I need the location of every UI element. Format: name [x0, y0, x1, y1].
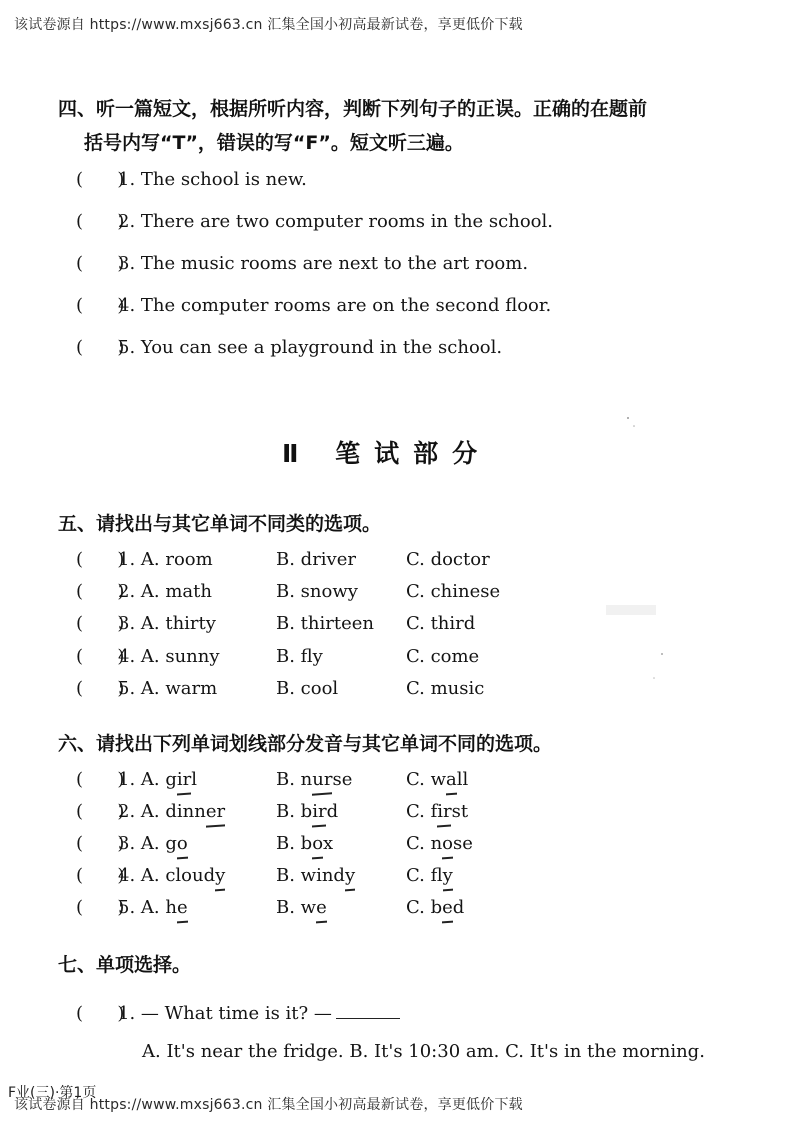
option-text: ll — [456, 769, 469, 790]
option-b: B. driver — [276, 549, 356, 570]
answer-blank[interactable]: ( ) — [76, 769, 125, 790]
underlined-letters: o — [442, 833, 454, 854]
option-text: l — [191, 769, 198, 790]
answer-blank[interactable]: ( ) — [76, 801, 125, 822]
option-text: 1. A. g — [118, 769, 177, 790]
option-b — [276, 865, 355, 886]
option-b — [276, 801, 338, 822]
underlined-letters: o — [312, 833, 324, 854]
section5-item — [0, 646, 794, 672]
option-text: B. wind — [276, 865, 345, 886]
option-a — [118, 833, 188, 854]
underlined-letters: e — [176, 897, 188, 918]
watermark-header: 该试卷源自 https://www.mxsj663.cn 汇集全国小初高最新试卷，享更低价下载 — [14, 17, 523, 33]
option-b — [276, 769, 352, 790]
section4-title-line2: 括号内写“T”，错误的写“F”。短文听三遍。 — [84, 132, 464, 154]
underlined-letters: y — [344, 865, 356, 886]
option-text: 2. A. dinn — [118, 801, 206, 822]
answer-blank[interactable]: ( ) — [76, 613, 125, 634]
option-c: C. doctor — [406, 549, 490, 570]
option-a — [118, 801, 225, 822]
option-text: B. b — [276, 833, 313, 854]
section4-item — [0, 211, 794, 237]
answer-blank[interactable]: ( ) — [76, 865, 125, 886]
option-c: C. come — [406, 646, 480, 667]
option-a: 1. A. room — [118, 549, 213, 570]
section6-item — [0, 833, 794, 859]
section4-item — [0, 337, 794, 363]
option-c — [406, 833, 473, 854]
option-c: C. music — [406, 678, 485, 699]
answer-blank[interactable]: ( ) — [76, 211, 125, 232]
option-text: se — [453, 833, 473, 854]
answer-blank[interactable]: ( ) — [76, 646, 125, 667]
section4-item — [0, 253, 794, 279]
statement-text: 4. The computer rooms are on the second floor. — [118, 295, 552, 316]
option-a: 3. A. thirty — [118, 613, 216, 634]
question-text — [118, 1003, 400, 1024]
option-text: B. n — [276, 769, 313, 790]
option-a: 4. A. sunny — [118, 646, 220, 667]
option-c — [406, 865, 453, 886]
option-b: B. cool — [276, 678, 339, 699]
option-a: 5. A. warm — [118, 678, 218, 699]
option-text: st — [451, 801, 469, 822]
underlined-letters: a — [445, 769, 457, 790]
option-text: C. b — [406, 897, 443, 918]
section6-item — [0, 897, 794, 923]
option-b: B. fly — [276, 646, 323, 667]
option-text: C. n — [406, 833, 443, 854]
section6-title: 六、请找出下列单词划线部分发音与其它单词不同的选项。 — [58, 733, 553, 755]
answer-blank[interactable]: ( ) — [76, 169, 125, 190]
option-b: B. thirteen — [276, 613, 374, 634]
answer-blank[interactable]: ( ) — [76, 337, 125, 358]
section5-item — [0, 549, 794, 575]
section5-item — [0, 581, 794, 607]
part2-title: Ⅱ 笔试部分 — [282, 439, 492, 468]
section4-item — [0, 169, 794, 195]
option-c: C. chinese — [406, 581, 501, 602]
statement-text: 3. The music rooms are next to the art room. — [118, 253, 529, 274]
option-a — [118, 897, 188, 918]
option-text: B. b — [276, 801, 313, 822]
section5-title: 五、请找出与其它单词不同类的选项。 — [58, 513, 382, 535]
watermark-footer: 该试卷源自 https://www.mxsj663.cn 汇集全国小初高最新试卷，享更低价下载 — [14, 1097, 523, 1113]
question-stem: 1. — What time is it? — — [118, 1003, 332, 1024]
option-text: d — [452, 897, 465, 918]
option-b: B. snowy — [276, 581, 358, 602]
underlined-letters: er — [205, 801, 226, 822]
underlined-letters: ur — [312, 769, 333, 790]
underlined-letters: ir — [312, 801, 327, 822]
section7-title: 七、单项选择。 — [58, 954, 192, 976]
option-text: C. w — [406, 769, 446, 790]
option-text: se — [332, 769, 353, 790]
section7-item — [0, 1003, 794, 1029]
answer-blank[interactable]: ( ) — [76, 549, 125, 570]
fill-in-blank[interactable] — [336, 1017, 400, 1019]
underlined-letters: e — [442, 897, 453, 918]
answer-blank[interactable]: ( ) — [76, 253, 125, 274]
option-text: B. w — [276, 897, 317, 918]
section5-item — [0, 678, 794, 704]
statement-text: 2. There are two computer rooms in the school. — [118, 211, 553, 232]
option-text: C. fl — [406, 865, 443, 886]
option-c — [406, 897, 464, 918]
answer-blank[interactable]: ( ) — [76, 897, 125, 918]
underlined-letters: o — [176, 833, 188, 854]
answer-blank[interactable]: ( ) — [76, 581, 125, 602]
underlined-letters: ir — [437, 801, 452, 822]
option-a — [118, 769, 197, 790]
option-text: 5. A. h — [118, 897, 177, 918]
option-text: C. f — [406, 801, 438, 822]
page-label: F业(三)·第1页 — [8, 1085, 97, 1101]
underlined-letters: y — [215, 865, 226, 886]
option-text: 3. A. g — [118, 833, 177, 854]
statement-text: 1. The school is new. — [118, 169, 307, 190]
option-c — [406, 769, 468, 790]
section6-item — [0, 865, 794, 891]
answer-blank[interactable]: ( ) — [76, 833, 125, 854]
section4-item — [0, 295, 794, 321]
underlined-letters: ir — [176, 769, 192, 790]
answer-choices: A. It's near the fridge. B. It's 10:30 am. C. It's in the morning. — [142, 1041, 705, 1062]
option-text: 4. A. cloud — [118, 865, 216, 886]
underlined-letters: e — [316, 897, 327, 918]
answer-blank[interactable]: ( ) — [76, 1003, 125, 1024]
answer-blank[interactable]: ( ) — [76, 295, 125, 316]
section6-item — [0, 801, 794, 827]
underlined-letters: y — [442, 865, 453, 886]
option-c: C. third — [406, 613, 476, 634]
section4-title-line1: 四、听一篇短文，根据所听内容，判断下列句子的正误。正确的在题前 — [58, 98, 648, 120]
statement-text: 5. You can see a playground in the school. — [118, 337, 503, 358]
option-text: x — [323, 833, 334, 854]
section5-item — [0, 613, 794, 639]
section6-item — [0, 769, 794, 795]
option-c — [406, 801, 468, 822]
option-b — [276, 833, 333, 854]
option-a: 2. A. math — [118, 581, 212, 602]
option-a — [118, 865, 225, 886]
answer-blank[interactable]: ( ) — [76, 678, 125, 699]
option-b — [276, 897, 327, 918]
option-text: d — [326, 801, 339, 822]
